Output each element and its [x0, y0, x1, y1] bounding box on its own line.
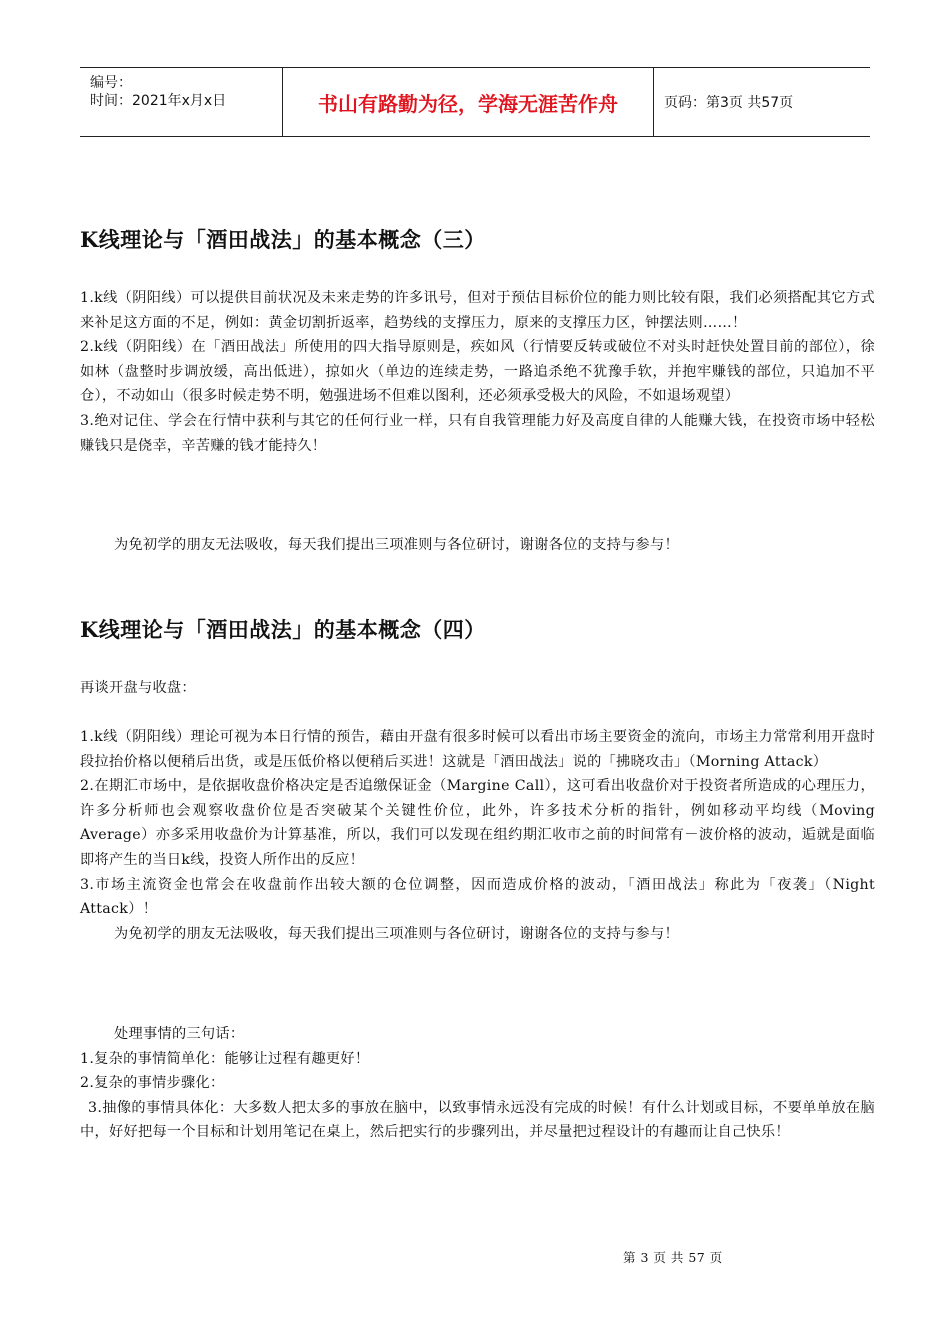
section-5-body: [80, 1022, 875, 1145]
list-item: 1.复杂的事情简单化：能够让过程有趣更好！: [80, 1050, 370, 1067]
paragraph: 3.绝对记住、学会在行情中获利与其它的任何行业一样，只有自我管理能力好及高度自律的人能赚大钱，在投资市场中轻松赚钱只是侥幸，辛苦赚的钱才能持久！: [80, 412, 875, 454]
paragraph: 2.在期汇市场中，是依据收盘价格决定是否追缴保证金（Margine Call），这可看出收盘价对于投资者所造成的心理压力，许多分析师也会观察收盘价位是否突破某个关键性价位，此外，许多技术分析的指针，例如移动平均线（Moving Average）亦多采用收盘价为计算基准，所以，我们可以发现在组约期汇收市之前的时间常有－波价格的波动，逅就是面临即将产生的当日k线，投资人所作出的反应！: [80, 778, 875, 868]
section-4-body: [80, 725, 875, 946]
date-line: 时间：2021年x月x日: [90, 93, 227, 109]
section-4-closing: 为免初学的朋友无法吸收，每天我们提出三项准则与各位研讨，谢谢各位的支持与参与！: [114, 925, 680, 942]
list-item: 2.复杂的事情步骤化：: [80, 1075, 225, 1092]
section-title-3: K线理论与「酒田战法」的基本概念（三）: [80, 227, 486, 252]
paragraph: 1.k线（阴阳线）理论可视为本日行情的预告，藉由开盘有很多时候可以看出市场主要资金的流向，市场主力常常利用开盘时段拉抬价格以便稍后出货，或是压低价格以便稍后买进！这就是「酒田战法」说的「拂晓攻击」（Morning Attack）: [80, 729, 875, 770]
section-5-intro: 处理事情的三句话：: [114, 1026, 245, 1042]
list-item: 3.抽像的事情具体化：大多数人把太多的事放在脑中，以致事情永远没有完成的时候！有什么计划或目标，不要单单放在脑中，好好把每一个目标和计划用笔记在桌上，然后把实行的步骤列出，并尽量把过程设计的有趣而让自己快乐！: [80, 1099, 875, 1141]
section-3-closing: 为免初学的朋友无法吸收，每天我们提出三项准则与各位研讨，谢谢各位的支持与参与！: [114, 537, 680, 553]
paragraph: 2.k线（阴阳线）在「酒田战法」所使用的四大指导原则是，疾如风（行情要反转或破位不对头时赶快处置目前的部位），徐如林（盘整时步调放缓，高出低进），掠如火（单边的连续走势，一路追杀绝不犹豫手软，并抱牢赚钱的部位，只追加不平仓），不动如山（很多时候走势不明，勉强进场不但难以图利，还必须承受极大的风险，不如退场观望）: [80, 339, 875, 405]
header-meta: [80, 68, 282, 136]
page-header: [80, 67, 870, 137]
paragraph: 1.k线（阴阳线）可以提供目前状况及未来走势的许多讯号，但对于预估目标价位的能力则比较有限，我们必须搭配其它方式来补足这方面的不足，例如：黄金切割折返率，趋势线的支撑压力，原来的支撑压力区，钟摆法则……！: [80, 290, 875, 331]
header-motto: 书山有路勤为径，学海无涯苦作舟: [282, 68, 654, 136]
page-footer: 第 3 页 共 57 页: [623, 1250, 723, 1265]
section-4-intro: 再谈开盘与收盘：: [80, 680, 196, 696]
code-label: 编号：: [90, 75, 132, 91]
paragraph: 3.市场主流资金也常会在收盘前作出较大额的仓位调整，因而造成价格的波动，「酒田战法」称此为「夜袭」（Night Attack）！: [80, 876, 875, 918]
header-page-info: 页码：第3页 共57页: [664, 95, 794, 111]
section-title-4: K线理论与「酒田战法」的基本概念（四）: [80, 617, 486, 642]
section-3-body: [80, 286, 875, 458]
